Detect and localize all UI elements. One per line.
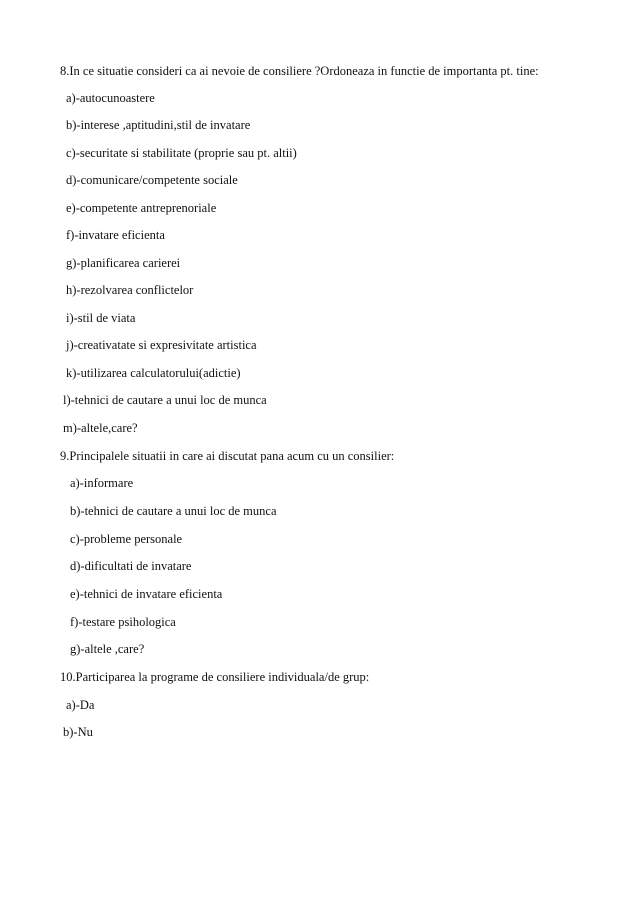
q9-option-b: b)-tehnici de cautare a unui loc de munca	[70, 504, 277, 518]
question-10: 10.Participarea la programe de consiliere individuala/de grup:	[60, 670, 370, 684]
q8-option-j: j)-creativatate si expresivitate artistica	[66, 338, 257, 352]
q9-option-d: d)-dificultati de invatare	[70, 559, 192, 573]
q8-option-f: f)-invatare eficienta	[66, 228, 165, 242]
q8-option-l: l)-tehnici de cautare a unui loc de munca	[63, 393, 267, 407]
q8-option-c: c)-securitate si stabilitate (proprie sau pt. altii)	[66, 146, 297, 160]
q9-option-c: c)-probleme personale	[70, 532, 183, 546]
q10-option-a: a)-Da	[66, 698, 95, 712]
q8-option-e: e)-competente antreprenoriale	[66, 201, 217, 215]
q9-option-g: g)-altele ,care?	[70, 642, 145, 656]
q9-option-f: f)-testare psihologica	[70, 615, 176, 629]
q8-option-d: d)-comunicare/competente sociale	[66, 173, 238, 187]
q8-option-b: b)-interese ,aptitudini,stil de invatare	[66, 118, 251, 132]
question-8: 8.In ce situatie consideri ca ai nevoie de consiliere ?Ordoneaza in functie de importanta pt. tine:	[60, 64, 539, 78]
q10-option-b: b)-Nu	[63, 725, 93, 739]
q8-option-g: g)-planificarea carierei	[66, 256, 181, 270]
q8-option-m: m)-altele,care?	[63, 421, 138, 435]
q8-option-a: a)-autocunoastere	[66, 91, 155, 105]
question-9: 9.Principalele situatii in care ai discutat pana acum cu un consilier:	[60, 449, 395, 463]
q8-option-k: k)-utilizarea calculatorului(adictie)	[66, 366, 241, 380]
q9-option-a: a)-informare	[70, 476, 134, 490]
q8-option-i: i)-stil de viata	[66, 311, 136, 325]
q9-option-e: e)-tehnici de invatare eficienta	[70, 587, 223, 601]
q8-option-h: h)-rezolvarea conflictelor	[66, 283, 194, 297]
